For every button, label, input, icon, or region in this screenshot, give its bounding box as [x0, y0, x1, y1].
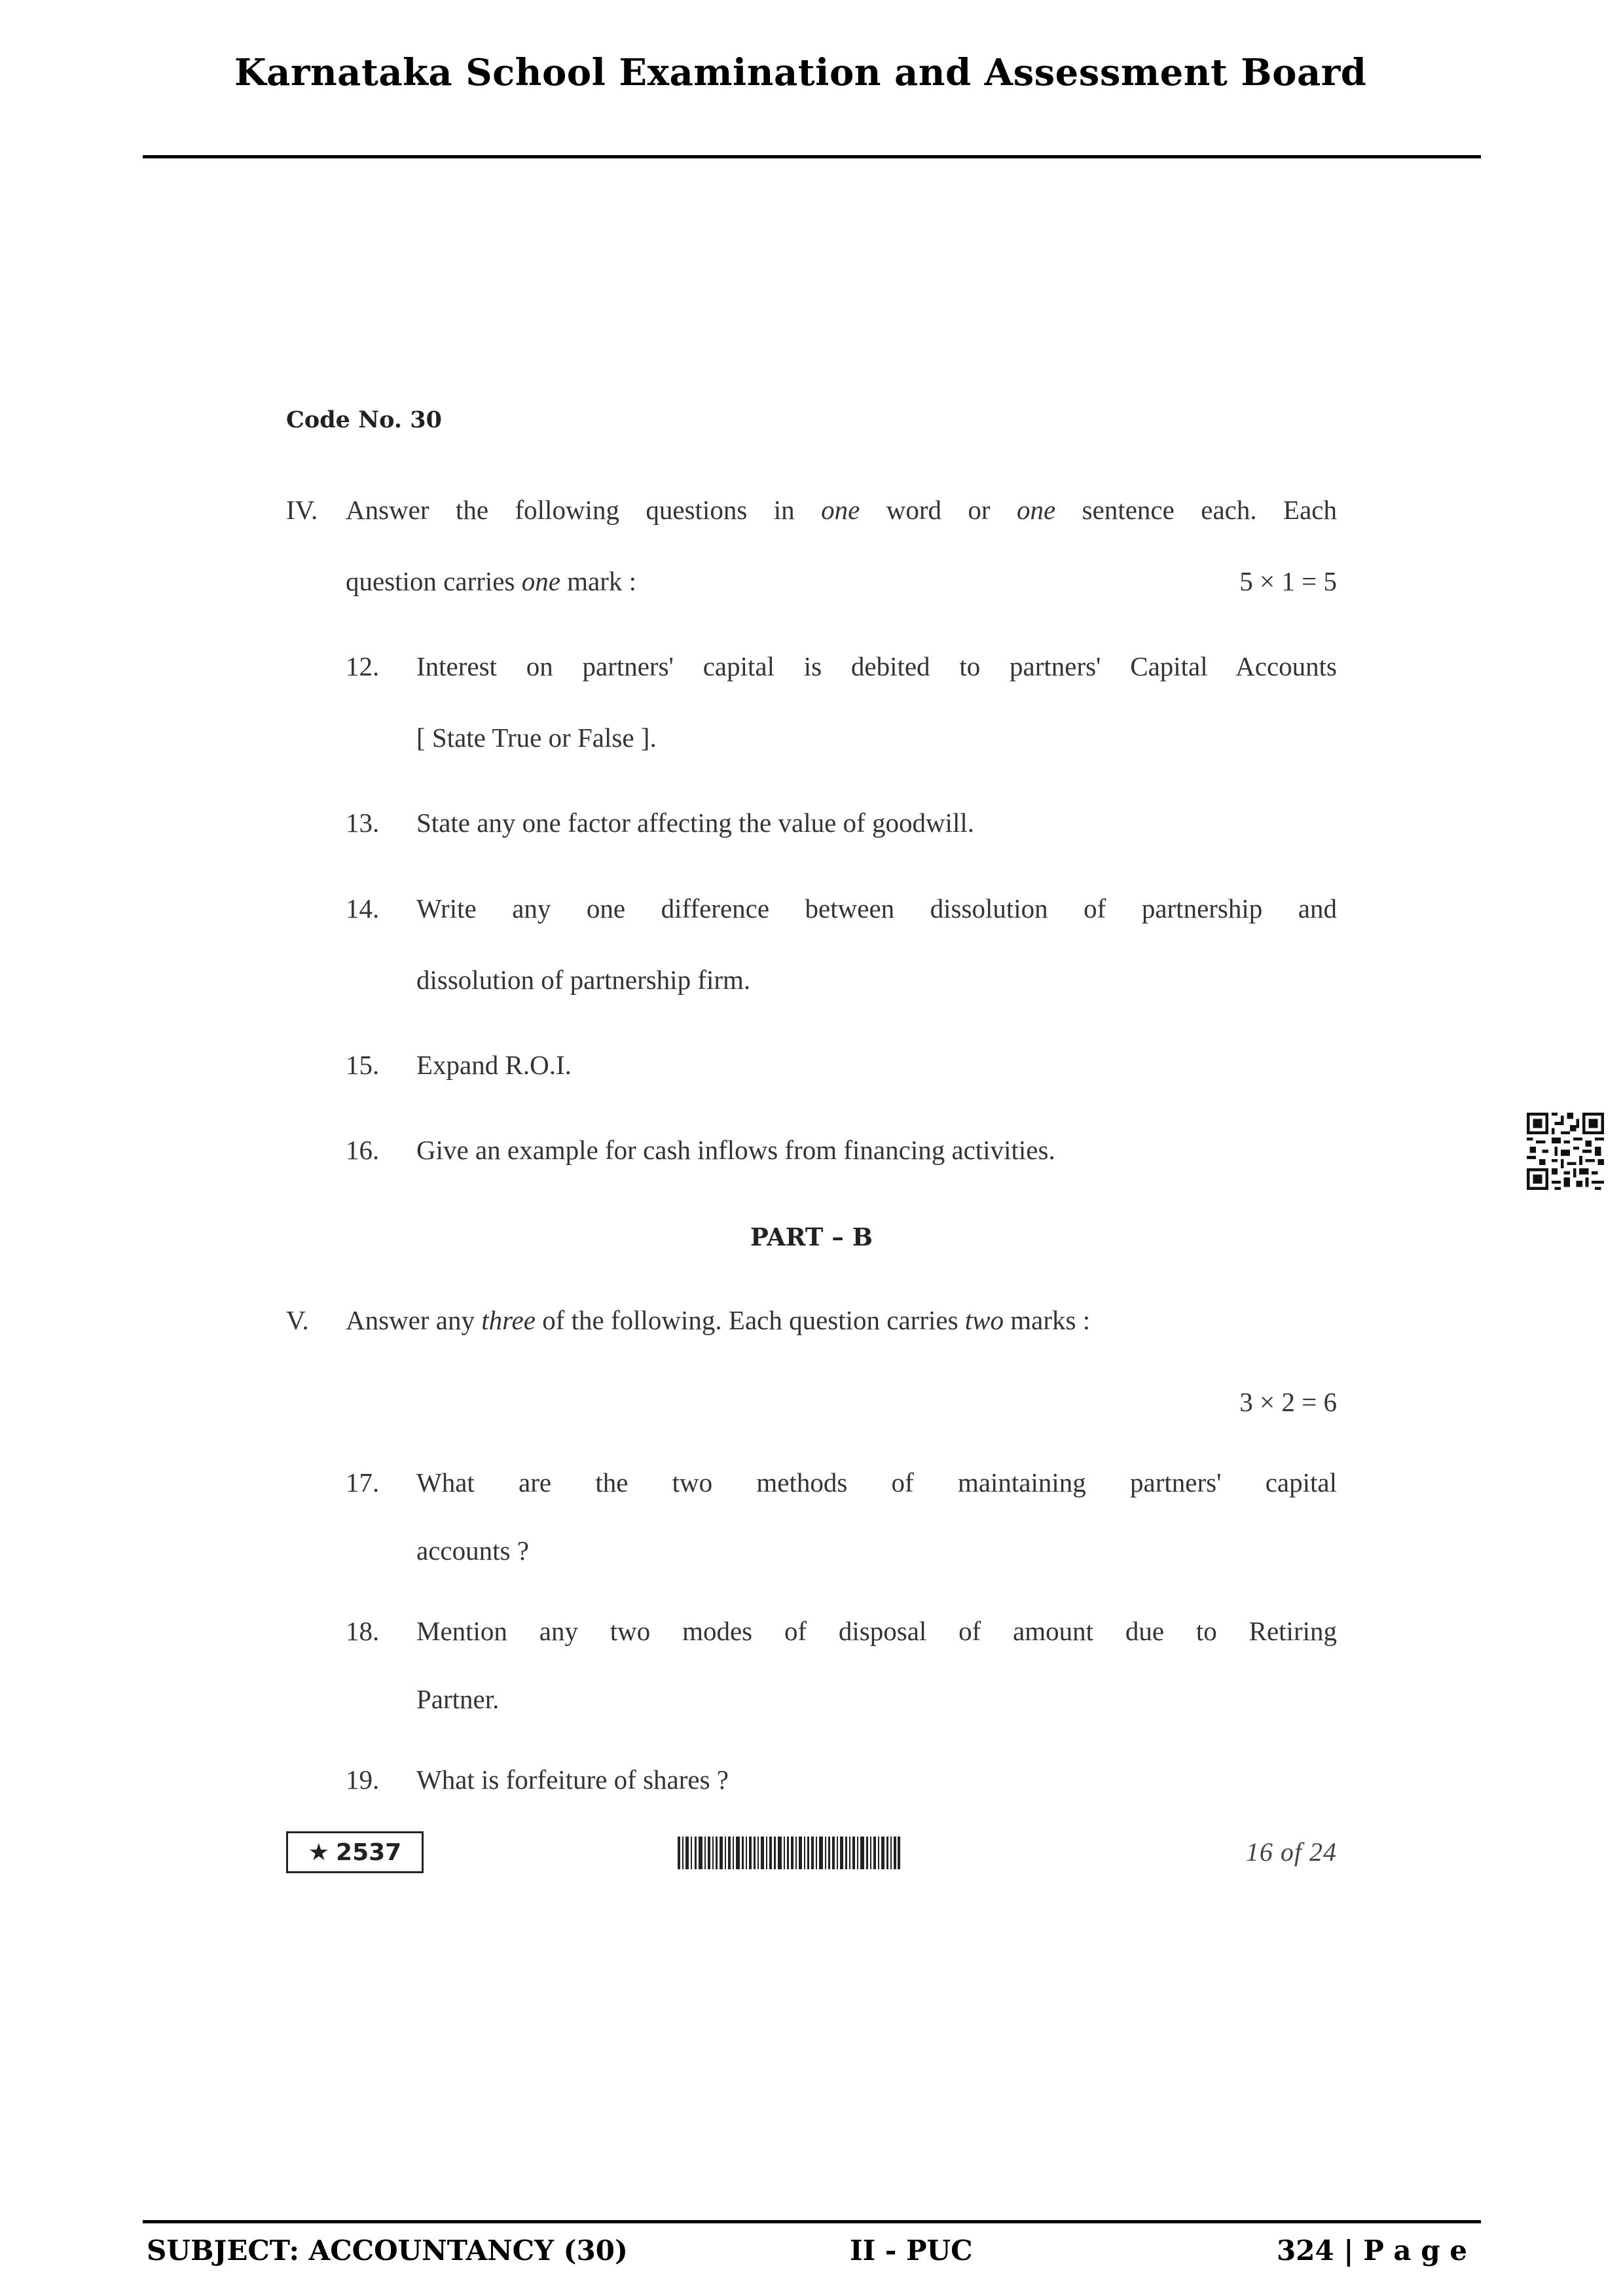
section-iv-marks: 5 × 1 = 5: [1239, 566, 1337, 596]
question-number: 18.: [346, 1616, 380, 1646]
question-number: 12.: [346, 651, 380, 681]
footer-level: II - PUC: [850, 2234, 973, 2267]
part-b-heading: PART – B: [750, 1223, 873, 1251]
question-text: accounts ?: [416, 1535, 529, 1566]
question-text: State any one factor affecting the value of goodwill.: [416, 808, 974, 838]
barcode-icon: [678, 1837, 900, 1869]
footer-page: [1277, 2234, 1467, 2267]
question-text: Write any one difference between dissolution of partnership and: [416, 893, 1337, 924]
question-number: 14.: [346, 893, 380, 924]
section-v-instruction: Answer any three of the following. Each question carries two marks :: [346, 1305, 1091, 1335]
section-iv-instruction-line2: question carries one mark :: [346, 566, 637, 596]
question-number: 19.: [346, 1765, 380, 1795]
question-text: Interest on partners' capital is debited to partners' Capital Accounts: [416, 651, 1337, 681]
footer-subject: SUBJECT: ACCOUNTANCY (30): [147, 2234, 628, 2267]
footer-page-separator: |: [1343, 2234, 1354, 2267]
qr-code-icon: [1527, 1113, 1604, 1190]
star-icon: ★: [308, 1839, 330, 1866]
question-number: 16.: [346, 1135, 380, 1165]
question-text: Mention any two modes of disposal of amount due to Retiring: [416, 1616, 1337, 1646]
question-number: 13.: [346, 808, 380, 838]
paper-code: 2537: [336, 1839, 402, 1866]
page-indicator: 16 of 24: [1245, 1837, 1337, 1867]
question-text: Expand R.O.I.: [416, 1050, 572, 1080]
code-number: Code No. 30: [286, 406, 442, 433]
section-v-marks: 3 × 2 = 6: [1239, 1387, 1337, 1417]
question-text: Give an example for cash inflows from financing activities.: [416, 1135, 1055, 1165]
question-number: 15.: [346, 1050, 380, 1080]
paper-code-box: [286, 1831, 424, 1873]
footer-page-word: P a g e: [1363, 2234, 1467, 2267]
footer-rule: [143, 2220, 1481, 2223]
question-text: What are the two methods of maintaining partners' capital: [416, 1467, 1337, 1498]
question-text: What is forfeiture of shares ?: [416, 1765, 729, 1795]
board-title: Karnataka School Examination and Assessment Board: [234, 51, 1367, 94]
section-iv-numeral: IV.: [286, 495, 318, 525]
question-number: 17.: [346, 1467, 380, 1498]
section-iv-instruction-line1: Answer the following questions in one word or one sentence each. Each: [346, 495, 1337, 525]
header-rule: [143, 155, 1481, 158]
question-text: [ State True or False ].: [416, 723, 657, 753]
footer-page-number: 324: [1277, 2234, 1334, 2267]
question-text: Partner.: [416, 1684, 500, 1714]
section-v-numeral: V.: [286, 1305, 309, 1335]
question-text: dissolution of partnership firm.: [416, 965, 751, 995]
